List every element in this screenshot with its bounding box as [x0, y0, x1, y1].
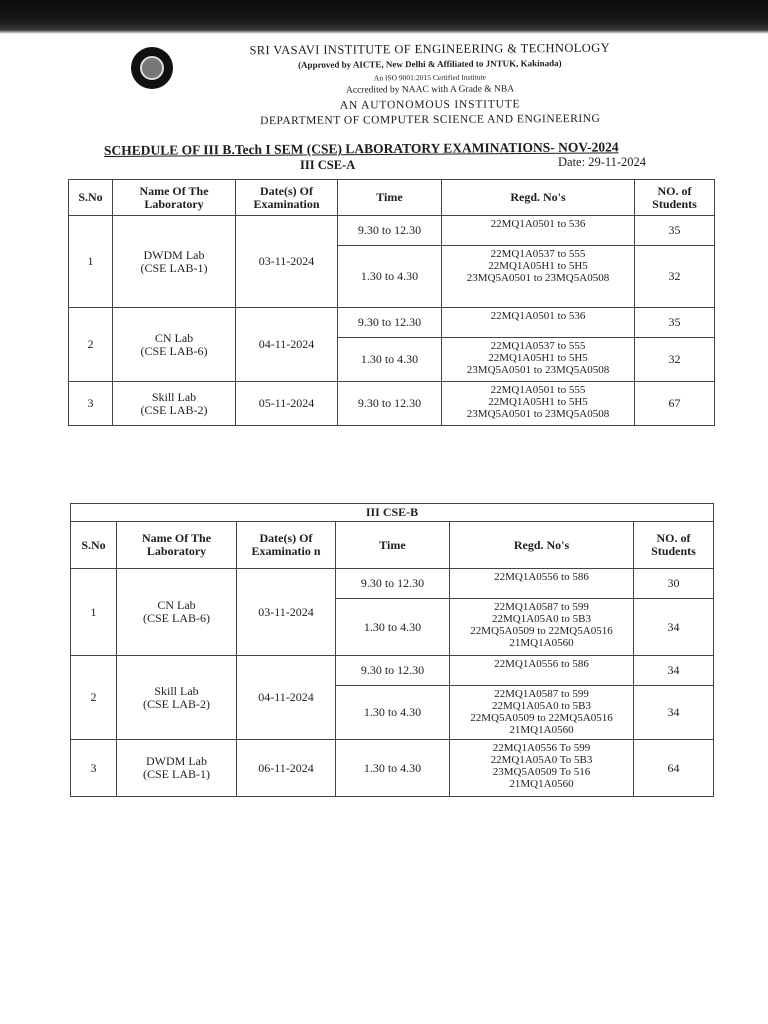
regd-range: 22MQ1A0556 To 599	[492, 742, 591, 754]
header-date: Date(s) Of Examinatio n	[237, 522, 336, 569]
accreditation-line: Accredited by NAAC with A Grade & NBA	[345, 84, 515, 96]
regd-range: 22MQ1A05H1 to 5H5	[488, 352, 588, 364]
cell-count: 34	[634, 686, 714, 740]
regd-range: 22MQ5A0509 to 22MQ5A0516	[470, 625, 613, 637]
regd-range: 22MQ1A0587 to 599	[494, 601, 589, 613]
header-sno: S.No	[71, 522, 117, 569]
table-row	[69, 308, 715, 338]
cell-lab	[113, 382, 236, 426]
header-time: Time	[338, 180, 442, 216]
cell-regd	[442, 308, 635, 338]
cell-lab	[117, 569, 237, 656]
lab-name: Skill Lab	[151, 389, 197, 404]
cell-count: 34	[634, 656, 714, 686]
regd-range: 23MQ5A0509 To 516	[492, 766, 591, 778]
cell-sno: 3	[69, 382, 113, 426]
header-lab: Name Of The Laboratory	[117, 522, 237, 569]
lab-room: (CSE LAB-6)	[140, 343, 208, 358]
cell-lab	[117, 656, 237, 740]
cell-regd	[450, 686, 634, 740]
table-row	[71, 656, 714, 686]
lab-name: DWDM Lab	[146, 754, 207, 768]
lab-name: Skill Lab	[154, 683, 199, 698]
scan-top-edge	[0, 0, 768, 34]
cell-date: 05-11-2024	[236, 382, 338, 426]
regd-range: 23MQ5A0501 to 23MQ5A0508	[466, 272, 610, 284]
regd-range: 22MQ1A05H1 to 5H5	[488, 396, 588, 408]
cell-time: 1.30 to 4.30	[338, 246, 442, 308]
regd-range: 22MQ1A0501 to 536	[490, 218, 586, 230]
cell-date: 03-11-2024	[236, 216, 338, 308]
lab-name: CN Lab	[154, 330, 194, 345]
cell-count: 32	[635, 246, 715, 308]
cell-count: 35	[635, 216, 715, 246]
autonomous-line: AN AUTONOMOUS INSTITUTE	[339, 98, 521, 112]
cell-time: 1.30 to 4.30	[338, 338, 442, 382]
cell-sno: 1	[69, 216, 113, 308]
regd-range: 22MQ1A0587 to 599	[494, 688, 589, 700]
cell-time: 1.30 to 4.30	[336, 740, 450, 797]
institution-name: SRI VASAVI INSTITUTE OF ENGINEERING & TECHNOLOGY	[249, 40, 611, 58]
cell-date: 04-11-2024	[237, 656, 336, 740]
header-date: Date(s) Of Examination	[236, 180, 338, 216]
iso-line: An ISO 9001:2015 Certified Institute	[373, 72, 487, 83]
institution-header	[150, 40, 711, 130]
cell-sno: 3	[71, 740, 117, 797]
cell-count: 64	[634, 740, 714, 797]
regd-range: 22MQ1A0501 to 555	[490, 384, 586, 396]
cell-sno: 2	[71, 656, 117, 740]
cell-regd	[442, 216, 635, 246]
regd-range: 22MQ1A0537 to 555	[490, 248, 586, 260]
cell-time: 9.30 to 12.30	[338, 216, 442, 246]
regd-range: 22MQ1A0556 to 586	[494, 658, 589, 670]
cell-date: 04-11-2024	[236, 308, 338, 382]
table-row	[69, 216, 715, 246]
cell-lab	[117, 740, 237, 797]
cell-count: 35	[635, 308, 715, 338]
cell-regd	[442, 382, 635, 426]
cell-lab	[113, 216, 236, 308]
cell-regd	[442, 338, 635, 382]
regd-range: 22MQ1A05A0 To 5B3	[490, 754, 593, 766]
cell-time: 9.30 to 12.30	[338, 382, 442, 426]
regd-range: 22MQ1A0556 to 586	[494, 571, 589, 583]
table-row	[69, 382, 715, 426]
section-a-title: III CSE-A	[300, 158, 356, 172]
lab-name: DWDM Lab	[143, 247, 205, 262]
section-b-title: III CSE-B	[71, 504, 714, 522]
cell-regd	[450, 656, 634, 686]
regd-range: 21MQ1A0560	[509, 724, 574, 736]
cell-date: 06-11-2024	[237, 740, 336, 797]
regd-range: 23MQ5A0501 to 23MQ5A0508	[466, 408, 610, 420]
schedule-date: Date: 29-11-2024	[558, 155, 647, 169]
regd-range: 23MQ5A0501 to 23MQ5A0508	[466, 364, 610, 376]
header-regd: Regd. No's	[450, 522, 634, 569]
lab-room: (CSE LAB-1)	[140, 260, 208, 275]
header-count: NO. of Students	[635, 180, 715, 216]
regd-range: 22MQ1A05A0 to 5B3	[491, 613, 591, 625]
cell-regd	[442, 246, 635, 308]
schedule-table-cse-a	[68, 179, 715, 426]
table-row	[71, 569, 714, 599]
header-sno: S.No	[69, 180, 113, 216]
regd-range: 22MQ1A0537 to 555	[490, 340, 586, 352]
department-line: DEPARTMENT OF COMPUTER SCIENCE AND ENGINEERING	[260, 112, 601, 128]
cell-count: 32	[635, 338, 715, 382]
lab-room: (CSE LAB-1)	[143, 767, 210, 781]
cell-time: 9.30 to 12.30	[336, 569, 450, 599]
regd-range: 22MQ1A05A0 to 5B3	[491, 700, 591, 712]
lab-room: (CSE LAB-2)	[140, 402, 208, 417]
cell-time: 9.30 to 12.30	[338, 308, 442, 338]
header-lab: Name Of The Laboratory	[113, 180, 236, 216]
header-time: Time	[336, 522, 450, 569]
schedule-table-cse-b	[70, 503, 714, 797]
lab-room: (CSE LAB-2)	[143, 696, 210, 711]
cell-time: 9.30 to 12.30	[336, 656, 450, 686]
cell-lab	[113, 308, 236, 382]
cell-sno: 2	[69, 308, 113, 382]
regd-range: 22MQ1A0501 to 536	[490, 310, 586, 322]
regd-range: 22MQ5A0509 to 22MQ5A0516	[470, 712, 613, 724]
regd-range: 21MQ1A0560	[509, 637, 574, 649]
table-row	[71, 740, 714, 797]
cell-regd	[450, 569, 634, 599]
cell-time: 1.30 to 4.30	[336, 599, 450, 656]
header-count: NO. of Students	[634, 522, 714, 569]
lab-room: (CSE LAB-6)	[143, 611, 210, 625]
cell-date: 03-11-2024	[237, 569, 336, 656]
approval-line: (Approved by AICTE, New Delhi & Affiliated to JNTUK, Kakinada)	[298, 58, 562, 70]
cell-sno: 1	[71, 569, 117, 656]
header-regd: Regd. No's	[442, 180, 635, 216]
cell-count: 30	[634, 569, 714, 599]
cell-regd	[450, 740, 634, 797]
lab-name: CN Lab	[157, 598, 196, 612]
regd-range: 21MQ1A0560	[509, 778, 574, 790]
regd-range: 22MQ1A05H1 to 5H5	[488, 260, 588, 272]
schedule-title: SCHEDULE OF III B.Tech I SEM (CSE) LABORATORY EXAMINATIONS- NOV-2024	[103, 139, 619, 158]
cell-regd	[450, 599, 634, 656]
cell-count: 34	[634, 599, 714, 656]
cell-count: 67	[635, 382, 715, 426]
cell-time: 1.30 to 4.30	[336, 686, 450, 740]
